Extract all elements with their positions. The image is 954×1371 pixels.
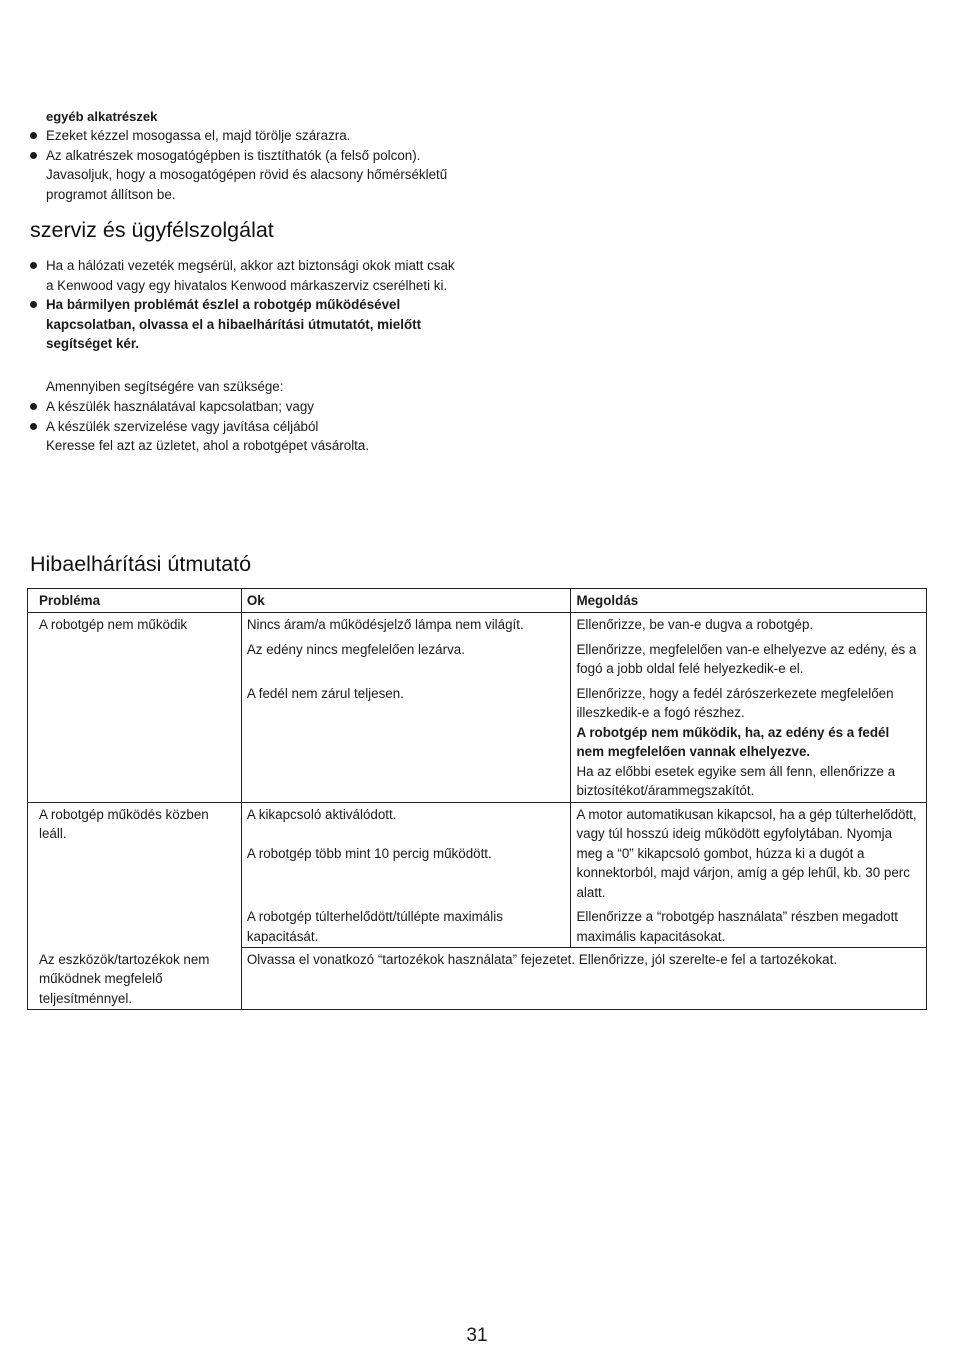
bullet-icon bbox=[30, 262, 37, 269]
solution-extra: Ha az előbbi esetek egyike sem áll fenn, ellenőrizze a biztosítékot/árammegszakítót. bbox=[576, 763, 896, 798]
problem-cell: Az eszközök/tartozékok nem működnek megfelelő teljesítménnyel. bbox=[28, 948, 242, 1010]
header-problem: Probléma bbox=[28, 589, 242, 613]
header-cause: Ok bbox=[241, 589, 571, 613]
solution-cell: Ellenőrizze a “robotgép használata” részben megadott maximális kapacitásokat. bbox=[571, 902, 927, 948]
cause-text: A kikapcsoló aktiválódott. bbox=[246, 806, 397, 822]
cause-cell: A robotgép túlterhelődött/túllépte maximális kapacitását. bbox=[241, 902, 571, 948]
solution-cell bbox=[571, 679, 927, 803]
bullet-icon bbox=[30, 152, 37, 159]
list-item: Ha bármilyen problémát észlel a robotgép működésével kapcsolatban, olvassa el a hibaelhárítási útmutatót, mielőtt segítséget kér. bbox=[28, 295, 458, 354]
troubleshooting-table bbox=[27, 588, 927, 1010]
solution-cell: A motor automatikusan kikapcsol, ha a gép túlterhelődött, vagy túl hosszú ideig működött egyfolytában. Nyomja meg a “0” kikapcsoló gombot, húzza ki a dugót a konnektorból, majd várjon, amíg a gép lehűl, kb. 30 perc alatt. bbox=[571, 802, 927, 902]
list-item: A készülék használatával kapcsolatban; vagy bbox=[28, 397, 458, 417]
help-list bbox=[28, 397, 458, 436]
parts-heading: egyéb alkatrészek bbox=[46, 109, 158, 124]
page-number: 31 bbox=[466, 1325, 488, 1346]
parts-list bbox=[28, 126, 458, 204]
list-item: Ezeket kézzel mosogassa el, majd törölje szárazra. bbox=[28, 126, 458, 146]
list-item: A készülék szervizelése vagy javítása céljából bbox=[28, 417, 458, 437]
problem-cell: A robotgép működés közben leáll. bbox=[28, 802, 242, 948]
service-title: szerviz és ügyfélszolgálat bbox=[30, 218, 274, 242]
problem-cell: A robotgép nem működik bbox=[28, 613, 242, 803]
bullet-icon bbox=[30, 132, 37, 139]
solution-cell: Ellenőrizze, megfelelően van-e elhelyezve az edény, és a fogó a jobb oldal felé helyezkedik-e el. bbox=[571, 635, 927, 679]
bullet-icon bbox=[30, 403, 37, 410]
cause-cell bbox=[241, 802, 571, 902]
cause-cell: Nincs áram/a működésjelző lámpa nem világít. bbox=[241, 613, 571, 635]
merged-solution-cell: Olvassa el vonatkozó “tartozékok használata” fejezetet. Ellenőrizze, jól szerelte-e fel a tartozékokat. bbox=[241, 948, 926, 1010]
cause-text: A robotgép több mint 10 percig működött. bbox=[246, 845, 492, 861]
cause-cell: Az edény nincs megfelelően lezárva. bbox=[241, 635, 571, 679]
solution-warning: A robotgép nem működik, ha, az edény és a fedél nem megfelelően vannak elhelyezve. bbox=[576, 724, 890, 759]
table-row bbox=[28, 802, 927, 902]
help-intro: Amennyiben segítségére van szüksége: bbox=[46, 379, 284, 394]
service-list bbox=[28, 256, 458, 354]
bullet-icon bbox=[30, 301, 37, 308]
help-outro: Keresse fel azt az üzletet, ahol a robotgépet vásárolta. bbox=[46, 438, 370, 453]
table-header-row bbox=[28, 589, 927, 613]
solution-cell: Ellenőrizze, be van-e dugva a robotgép. bbox=[571, 613, 927, 635]
solution-text: Ellenőrizze, hogy a fedél zárószerkezete megfelelően illeszkedik-e a fogó részhez. bbox=[576, 685, 894, 720]
bullet-icon bbox=[30, 423, 37, 430]
table-row bbox=[28, 948, 927, 1010]
header-solution: Megoldás bbox=[571, 589, 927, 613]
table-row bbox=[28, 613, 927, 635]
cause-cell: A fedél nem zárul teljesen. bbox=[241, 679, 571, 803]
list-item: Az alkatrészek mosogatógépben is tisztíthatók (a felső polcon). Javasoljuk, hogy a mosogatógépen rövid és alacsony hőmérsékletű programot állítson be. bbox=[28, 146, 458, 205]
troubleshooting-title: Hibaelhárítási útmutató bbox=[30, 552, 252, 576]
list-item: Ha a hálózati vezeték megsérül, akkor azt biztonsági okok miatt csak a Kenwood vagy egy hivatalos Kenwood márkaszerviz cserélheti ki. bbox=[28, 256, 458, 295]
